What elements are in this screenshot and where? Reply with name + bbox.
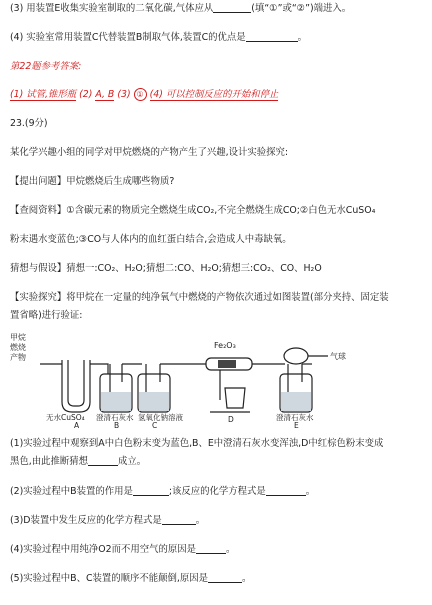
label-balloon: 气球 [330, 352, 346, 361]
label-products-2: 燃烧 [10, 343, 26, 352]
answer-blank[interactable] [266, 485, 306, 496]
q23-experiment-line1: 【实验探究】将甲烷在一定量的纯净氧气中燃烧的产物依次通过如图装置(部分夹持、固定装 [10, 292, 389, 303]
label-cuso4: 无水CuSO₄ [46, 413, 85, 422]
q23-hypothesis: 猜想与假设】猜想一:CO₂、H₂O;猜想二:CO、H₂O;猜想三:CO₂、CO、H₂O [10, 263, 322, 274]
q23-info-line1: 【查阅资料】①含碳元素的物质完全燃烧生成CO₂,不完全燃烧生成CO;②白色无水CuSO₄ [10, 205, 376, 216]
label-c: C [152, 421, 158, 428]
label-a: A [74, 421, 80, 428]
subq-4-suffix: 。 [226, 544, 236, 555]
subq-5 [10, 572, 251, 585]
ref-answer-2-num: (2) [79, 89, 93, 100]
subq-1-text: 黑色,由此推断猜想 [10, 456, 88, 467]
label-b: B [114, 421, 120, 428]
reference-answer-title: 第22题参考答案: [10, 61, 82, 72]
subq-5-text: (5)实验过程中B、C装置的顺序不能颠倒,原因是 [10, 573, 208, 584]
connector-ab [90, 364, 108, 374]
answer-blank[interactable] [213, 2, 251, 13]
q4-suffix: 。 [297, 32, 308, 43]
subq-3-suffix: 。 [195, 515, 206, 526]
q4-text: (4) 实验室常用装置C代替装置B制取气体,装置C的优点是 [10, 32, 246, 43]
apparatus-diagram [10, 330, 350, 428]
subq-1-suffix: 成立。 [117, 456, 147, 467]
ref-answer-4: (4) 可以控制反应的开始和停止 [149, 89, 279, 100]
fe2o3-powder [218, 360, 236, 368]
answer-blank[interactable] [88, 455, 118, 466]
subq-5-suffix: 。 [242, 573, 252, 584]
balloon [284, 348, 308, 364]
q3-suffix: (填“①”或“②”)端进入。 [251, 3, 352, 14]
label-d: D [228, 415, 234, 424]
subq-4-text: (4)实验过程中用纯净O2而不用空气的原因是 [10, 544, 197, 555]
q23-question: 【提出问题】甲烷燃烧后生成哪些物质? [10, 176, 175, 187]
ref-answer-3: ① [134, 88, 147, 101]
q23-info-line2: 粉末遇水变蓝色;③CO与人体内的血红蛋白结合,会造成人中毒缺氧。 [10, 234, 292, 245]
q23-header: 23.(9分) [10, 118, 48, 129]
answer-blank[interactable] [162, 514, 196, 525]
answer-blank[interactable] [196, 543, 226, 554]
subq-2 [10, 485, 315, 498]
answer-blank[interactable] [208, 572, 242, 583]
answer-blank[interactable] [133, 485, 169, 496]
subq-2-mid: ;该反应的化学方程式是 [168, 486, 266, 497]
q23-experiment-line2: 置省略)进行验证: [10, 310, 83, 321]
label-e-solution: 澄清石灰水 [276, 413, 314, 422]
subq-2-suffix: 。 [305, 486, 316, 497]
subq-1-line2 [10, 455, 146, 468]
label-c-solution: 氢氧化钠溶液 [138, 413, 183, 422]
label-b-solution: 澄清石灰水 [96, 413, 134, 422]
subq-3 [10, 514, 205, 527]
label-products-1: 甲烷 [10, 333, 26, 342]
subq-3-text: (3)D装置中发生反应的化学方程式是 [10, 515, 162, 526]
u-tube-a [62, 360, 90, 412]
lamp-d [225, 388, 245, 408]
ref-answer-3-num: (3) [117, 89, 131, 100]
subq-4 [10, 543, 235, 556]
ref-answer-2: A, B [95, 89, 115, 100]
subq-2-text: (2)实验过程中B装置的作用是 [10, 486, 133, 497]
ref-answer-1: (1) 试管,锥形瓶 [10, 89, 77, 100]
q3-text: (3) 用装置E收集实验室制取的二氧化碳,气体应从 [10, 3, 214, 14]
subq-1-line1: (1)实验过程中观察到A中白色粉末变为蓝色,B、E中澄清石灰水变浑浊,D中红棕色粉末变成 [10, 438, 384, 449]
reference-answer [10, 88, 278, 101]
label-fe2o3: Fe₂O₃ [214, 341, 236, 350]
label-e: E [294, 421, 299, 428]
label-products-3: 产物 [10, 353, 26, 362]
q23-intro: 某化学兴趣小组的同学对甲烷燃烧的产物产生了兴趣,设计实验探究: [10, 147, 289, 158]
question-3 [10, 2, 351, 15]
answer-blank[interactable] [246, 31, 298, 42]
question-4 [10, 31, 307, 44]
